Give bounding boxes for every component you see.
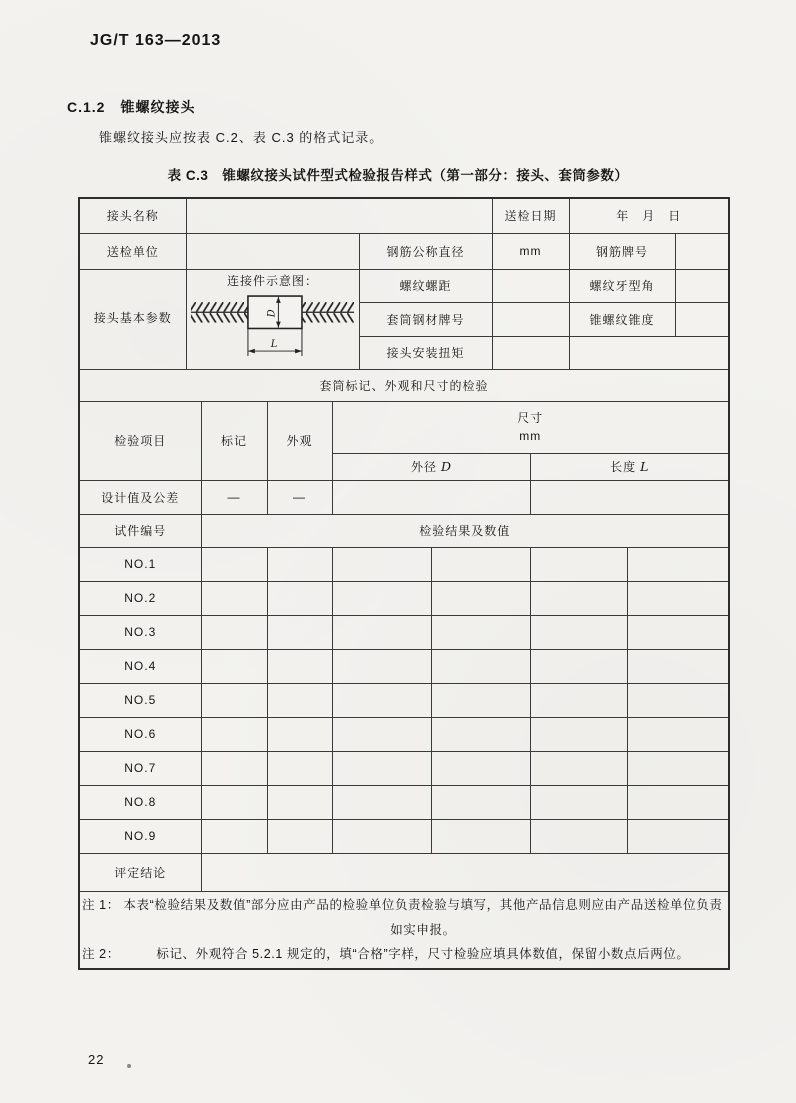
submit-date-value: 年 月 日: [569, 198, 729, 233]
blank-cell: [431, 683, 530, 717]
diagram-caption: 连接件示意图：: [226, 274, 318, 288]
specimen-no-label: NO.1: [79, 547, 201, 581]
dim-l-label: L: [270, 339, 279, 351]
blank-cell: [627, 751, 729, 785]
blank-cell: [530, 615, 627, 649]
specimen-row: [79, 751, 729, 785]
sleeve-steel-label: 套筒钢材牌号: [359, 302, 492, 336]
blank-cell: [530, 819, 627, 853]
specimen-row: [79, 683, 729, 717]
blank-cell: [332, 547, 431, 581]
submit-unit-blank-cell: [186, 233, 359, 269]
joint-name-label: 接头名称: [79, 198, 186, 233]
blank-cell: [530, 751, 627, 785]
specimen-header: 试件编号: [79, 514, 201, 547]
blank-cell: [201, 751, 267, 785]
blank-cell: [530, 785, 627, 819]
outer-diameter-header: [332, 453, 530, 480]
blank-cell: [431, 615, 530, 649]
specimen-no-label: NO.3: [79, 615, 201, 649]
size-header: [332, 401, 729, 453]
torque-merged-blank-cell: [569, 336, 729, 369]
appearance-header: 外观: [267, 401, 332, 480]
blank-cell: [201, 819, 267, 853]
blank-cell: [627, 785, 729, 819]
specimen-row: [79, 819, 729, 853]
blank-cell: [332, 649, 431, 683]
blank-cell: [332, 751, 431, 785]
blank-cell: [530, 581, 627, 615]
connector-diagram-cell: [186, 269, 359, 369]
size-header-label: 尺寸: [517, 411, 544, 425]
blank-cell: [627, 547, 729, 581]
item-header: 检验项目: [79, 401, 201, 480]
length-symbol: L: [640, 459, 649, 474]
rebar-diameter-label: 钢筋公称直径: [359, 233, 492, 269]
blank-cell: [530, 717, 627, 751]
blank-cell: [431, 581, 530, 615]
blank-cell: [267, 547, 332, 581]
submit-unit-label: 送检单位: [79, 233, 186, 269]
conclusion-label: 评定结论: [79, 853, 201, 891]
design-diameter-blank-cell: [332, 480, 530, 514]
design-length-blank-cell: [530, 480, 729, 514]
rebar-splice-diagram: [189, 291, 356, 363]
table-row: [79, 198, 729, 233]
blank-cell: [332, 615, 431, 649]
taper-blank-cell: [675, 302, 729, 336]
table-row: [79, 369, 729, 401]
blank-cell: [267, 819, 332, 853]
note-2-text: 标记、外观符合 5.2.1 规定的，填“合格”字样，尺寸检验应填具体数值，保留小数点后两位。: [156, 946, 690, 961]
scan-speck: [127, 1064, 131, 1068]
blank-cell: [267, 717, 332, 751]
blank-cell: [431, 649, 530, 683]
blank-cell: [431, 717, 530, 751]
size-header-unit: mm: [519, 429, 542, 443]
specimen-no-label: NO.5: [79, 683, 201, 717]
specimen-row: [79, 547, 729, 581]
standard-code: JG/T 163—2013: [90, 32, 222, 49]
blank-cell: [431, 785, 530, 819]
taper-label: 锥螺纹锥度: [569, 302, 675, 336]
blank-cell: [201, 649, 267, 683]
section-heading: C.1.2 锥螺纹接头: [67, 99, 196, 115]
specimen-row: [79, 717, 729, 751]
table-row: [79, 233, 729, 269]
specimen-no-label: NO.2: [79, 581, 201, 615]
torque-label: 接头安装扭矩: [359, 336, 492, 369]
blank-cell: [201, 683, 267, 717]
blank-cell: [267, 785, 332, 819]
blank-cell: [530, 649, 627, 683]
blank-cell: [201, 581, 267, 615]
design-mark-value: —: [201, 480, 267, 514]
length-label: 长度: [610, 460, 637, 474]
note-1-text: 本表“检验结果及数值”部分应由产品的检验单位负责检验与填写，其他产品信息则应由产品送检单位负责如实申报。: [123, 898, 723, 937]
blank-cell: [627, 717, 729, 751]
table-row: [79, 514, 729, 547]
rebar-grade-blank-cell: [675, 233, 729, 269]
specimen-row: [79, 785, 729, 819]
blank-cell: [201, 717, 267, 751]
sleeve-steel-blank-cell: [492, 302, 569, 336]
blank-cell: [201, 615, 267, 649]
note-2: [82, 942, 726, 966]
blank-cell: [627, 683, 729, 717]
note-1: [82, 893, 726, 942]
specimen-row: [79, 649, 729, 683]
table-row: [79, 853, 729, 891]
rebar-diameter-unit: mm: [492, 233, 569, 269]
thread-pitch-blank-cell: [492, 269, 569, 302]
design-appearance-value: —: [267, 480, 332, 514]
outer-diameter-symbol: D: [441, 459, 452, 474]
blank-cell: [332, 683, 431, 717]
blank-cell: [267, 649, 332, 683]
design-row-label: 设计值及公差: [79, 480, 201, 514]
note-2-prefix: 注 2：: [82, 946, 120, 961]
blank-cell: [627, 615, 729, 649]
notes-cell: [79, 891, 729, 969]
blank-cell: [201, 785, 267, 819]
thread-angle-blank-cell: [675, 269, 729, 302]
mark-header: 标记: [201, 401, 267, 480]
conclusion-blank-cell: [201, 853, 729, 891]
specimen-no-label: NO.9: [79, 819, 201, 853]
table-title: 表 C.3 锥螺纹接头试件型式检验报告样式（第一部分：接头、套筒参数）: [167, 168, 629, 183]
inspection-report-form-table: [78, 197, 730, 970]
dim-d-label: D: [266, 308, 278, 318]
thread-pitch-label: 螺纹螺距: [359, 269, 492, 302]
blank-cell: [267, 615, 332, 649]
specimen-no-label: NO.6: [79, 717, 201, 751]
specimen-no-label: NO.7: [79, 751, 201, 785]
blank-cell: [332, 819, 431, 853]
blank-cell: [332, 717, 431, 751]
table-row: [79, 269, 729, 302]
specimen-row: [79, 581, 729, 615]
blank-cell: [431, 547, 530, 581]
table-row: [79, 480, 729, 514]
outer-diameter-label: 外径: [410, 460, 437, 474]
basic-params-label: 接头基本参数: [79, 269, 186, 369]
note-1-prefix: 注 1：: [82, 898, 120, 913]
submit-date-label: 送检日期: [492, 198, 569, 233]
blank-cell: [267, 751, 332, 785]
blank-cell: [431, 751, 530, 785]
blank-cell: [267, 581, 332, 615]
thread-angle-label: 螺纹牙型角: [569, 269, 675, 302]
joint-name-blank-cell: [186, 198, 492, 233]
blank-cell: [627, 581, 729, 615]
table-row: [79, 891, 729, 969]
blank-cell: [201, 547, 267, 581]
blank-cell: [332, 581, 431, 615]
specimen-no-label: NO.8: [79, 785, 201, 819]
blank-cell: [267, 683, 332, 717]
rebar-grade-label: 钢筋牌号: [569, 233, 675, 269]
torque-blank-cell: [492, 336, 569, 369]
specimen-row: [79, 615, 729, 649]
blank-cell: [627, 649, 729, 683]
blank-cell: [530, 547, 627, 581]
blank-cell: [530, 683, 627, 717]
blank-cell: [431, 819, 530, 853]
blank-cell: [627, 819, 729, 853]
page-number: 22: [88, 1052, 105, 1067]
results-header: 检验结果及数值: [201, 514, 729, 547]
intro-paragraph: 锥螺纹接头应按表 C.2、表 C.3 的格式记录。: [99, 130, 384, 145]
specimen-no-label: NO.4: [79, 649, 201, 683]
table-row: [79, 401, 729, 453]
length-header: [530, 453, 729, 480]
blank-cell: [332, 785, 431, 819]
section-banner: 套筒标记、外观和尺寸的检验: [79, 369, 729, 401]
